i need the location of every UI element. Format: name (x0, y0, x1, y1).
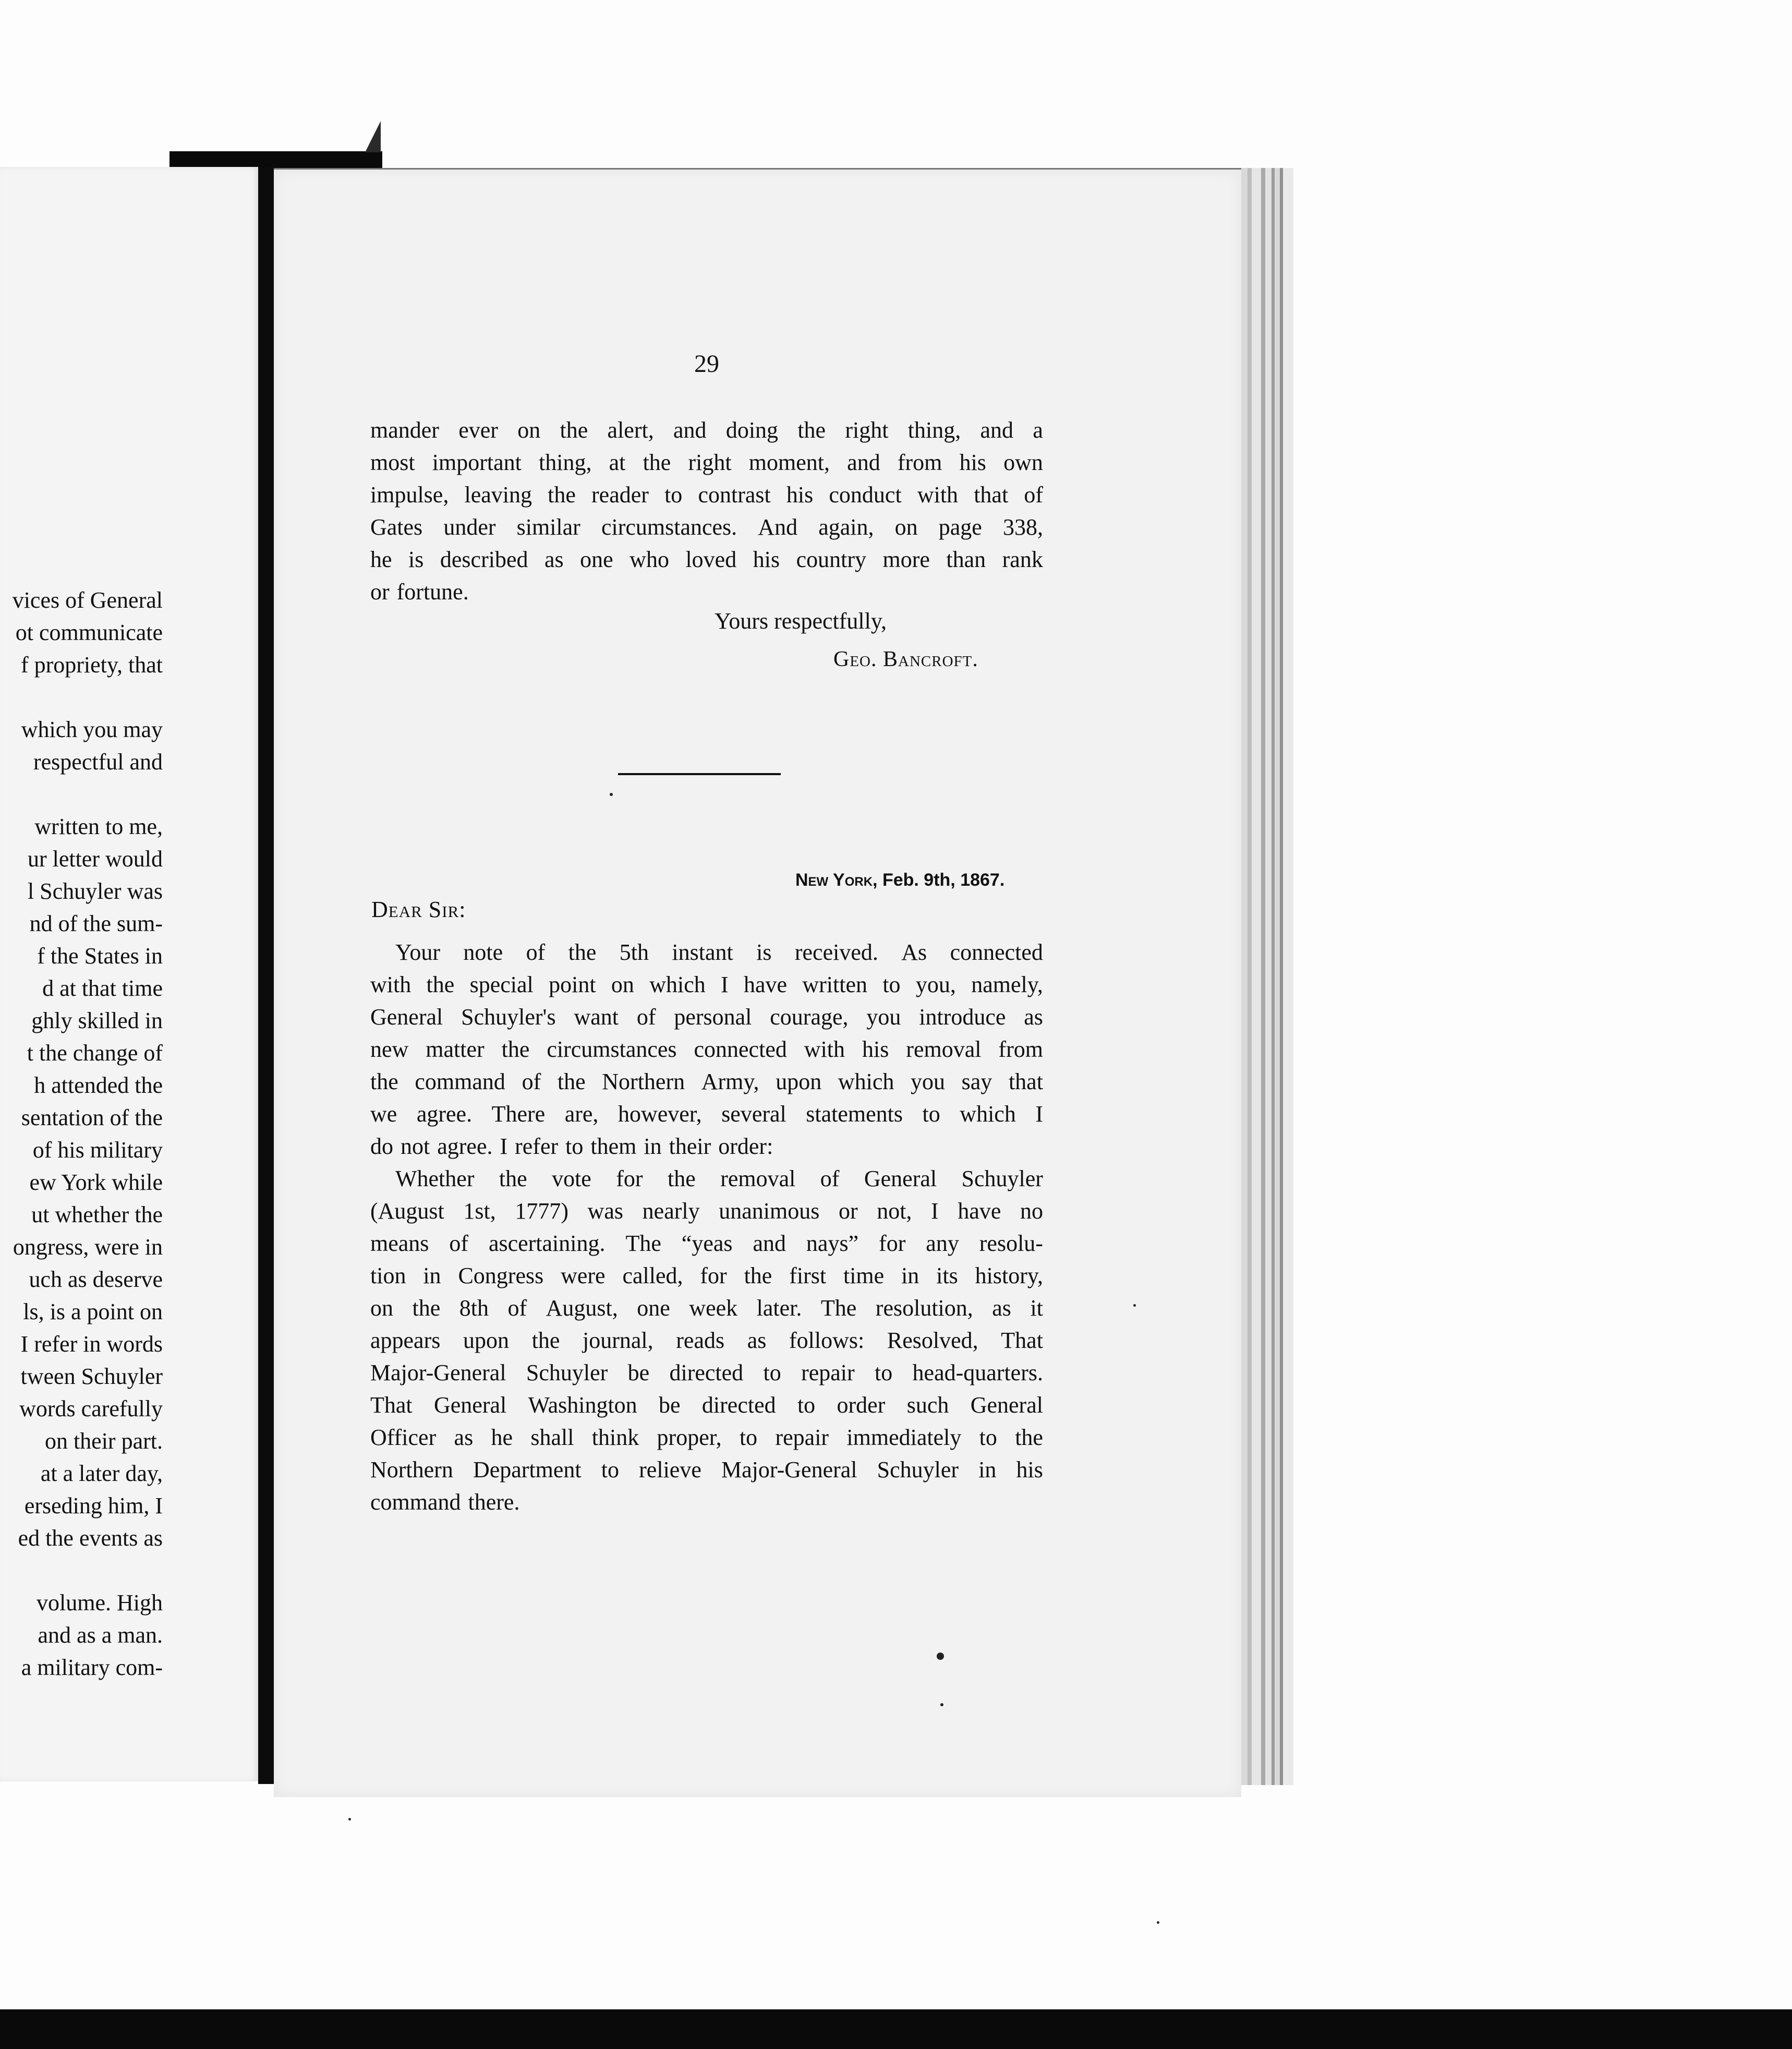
text-line: Your note of the 5th instant is received. As connected (395, 939, 1043, 965)
left-page-line: words carefully (19, 1396, 163, 1421)
left-page-line: t the change of (27, 1040, 163, 1066)
left-page (0, 167, 258, 1781)
text-line: Whether the vote for the removal of General Schuyler (395, 1166, 1043, 1191)
text-line: or fortune. (370, 579, 469, 605)
page-edge (1283, 168, 1293, 1785)
left-page-line: ut whether the (31, 1202, 163, 1227)
page-edge (1265, 168, 1272, 1785)
left-page-line: I refer in words (20, 1331, 163, 1357)
text-line: do not agree. I refer to them in their order: (370, 1134, 773, 1159)
left-page-line: ur letter would (27, 846, 163, 872)
text-line: General Schuyler's want of personal courage, you introduce as (370, 1004, 1043, 1030)
binding-tab-tip (365, 121, 381, 152)
text-line: he is described as one who loved his country more than rank (370, 547, 1043, 572)
left-page-line: ls, is a point on (23, 1299, 163, 1324)
page-number: 29 (694, 350, 719, 378)
left-page-line: ew York while (29, 1170, 163, 1195)
left-page-line: tween Schuyler (20, 1364, 163, 1389)
salutation: Dear Sir: (371, 897, 466, 922)
scan-border (0, 2009, 1792, 2049)
left-page-line: volume. High (37, 1590, 163, 1616)
left-page-line: f the States in (37, 943, 163, 969)
left-page-line: a military com- (21, 1655, 163, 1680)
left-page-line: l Schuyler was (27, 878, 163, 904)
left-page-line: ongress, were in (13, 1234, 163, 1260)
ink-speck (937, 1653, 944, 1660)
ink-speck (610, 793, 613, 796)
dateline-city: New York, (795, 870, 878, 890)
left-page-line: uch as deserve (29, 1267, 163, 1292)
text-line: appears upon the journal, reads as follows: Resolved, That (370, 1328, 1043, 1353)
letter-paragraph-2 (370, 936, 1043, 1163)
text-line: Officer as he shall think proper, to repair immediately to the (370, 1425, 1043, 1450)
dateline (795, 870, 1004, 890)
text-line: That General Washington be directed to order such General (370, 1392, 1043, 1418)
text-line: command there. (370, 1489, 520, 1515)
left-page-line: d at that time (42, 975, 163, 1001)
text-line: new matter the circumstances connected with his removal from (370, 1036, 1043, 1062)
left-page-line: which you may (21, 717, 163, 742)
letter-paragraph-3 (370, 1163, 1043, 1518)
page-edge (1252, 168, 1261, 1785)
left-page-line: sentation of the (21, 1105, 163, 1130)
text-line: with the special point on which I have written to you, namely, (370, 972, 1043, 997)
left-page-line: at a later day, (40, 1461, 163, 1486)
text-line: the command of the Northern Army, upon which you say that (370, 1069, 1043, 1094)
book-gutter (258, 167, 274, 1784)
left-page-line: f propriety, that (20, 652, 163, 678)
text-line: Major-General Schuyler be directed to repair to head-quarters. (370, 1360, 1043, 1385)
left-page-line: on their part. (44, 1428, 163, 1454)
text-line: mander ever on the alert, and doing the right thing, and a (370, 417, 1043, 443)
page-edge (1275, 168, 1280, 1785)
text-line: on the 8th of August, one week later. The resolution, as it (370, 1295, 1043, 1321)
ink-speck (1157, 1921, 1159, 1924)
text-line: (August 1st, 1777) was nearly unanimous or not, I have no (370, 1198, 1043, 1224)
text-line: Gates under similar circumstances. And again, on page 338, (370, 514, 1043, 540)
page-edge (1241, 168, 1248, 1785)
text-line: we agree. There are, however, several statements to which I (370, 1101, 1043, 1127)
page-edge (1261, 168, 1265, 1785)
signature: Geo. Bancroft. (833, 647, 978, 671)
text-line: most important thing, at the right moment, and from his own (370, 450, 1043, 475)
ink-speck (940, 1703, 943, 1706)
left-page-line: and as a man. (38, 1622, 163, 1648)
left-page-line: of his military (32, 1137, 163, 1163)
left-page-line: nd of the sum- (29, 911, 163, 936)
text-line: tion in Congress were called, for the first time in its history, (370, 1263, 1043, 1288)
ink-speck (348, 1818, 351, 1821)
text-line: Northern Department to relieve Major-General Schuyler in his (370, 1457, 1043, 1482)
letter-closing: Yours respectfully, (715, 608, 887, 634)
letter-paragraph-1 (370, 414, 1043, 608)
left-page-line: written to me, (34, 814, 163, 839)
text-line: impulse, leaving the reader to contrast his conduct with that of (370, 482, 1043, 508)
dateline-date: Feb. 9th, 1867. (882, 870, 1005, 890)
left-page-line: erseding him, I (24, 1493, 163, 1518)
left-page-line: ghly skilled in (31, 1008, 163, 1033)
page-edge (1248, 168, 1252, 1785)
left-page-line: respectful and (33, 749, 163, 775)
left-page-line: ed the events as (18, 1525, 163, 1551)
ink-speck (1133, 1304, 1136, 1307)
section-divider (618, 773, 781, 775)
left-page-line: ot communicate (15, 620, 163, 645)
text-line: means of ascertaining. The “yeas and nays” for any resolu- (370, 1231, 1043, 1256)
left-page-line: h attended the (34, 1072, 163, 1098)
left-page-line: vices of General (12, 587, 163, 613)
